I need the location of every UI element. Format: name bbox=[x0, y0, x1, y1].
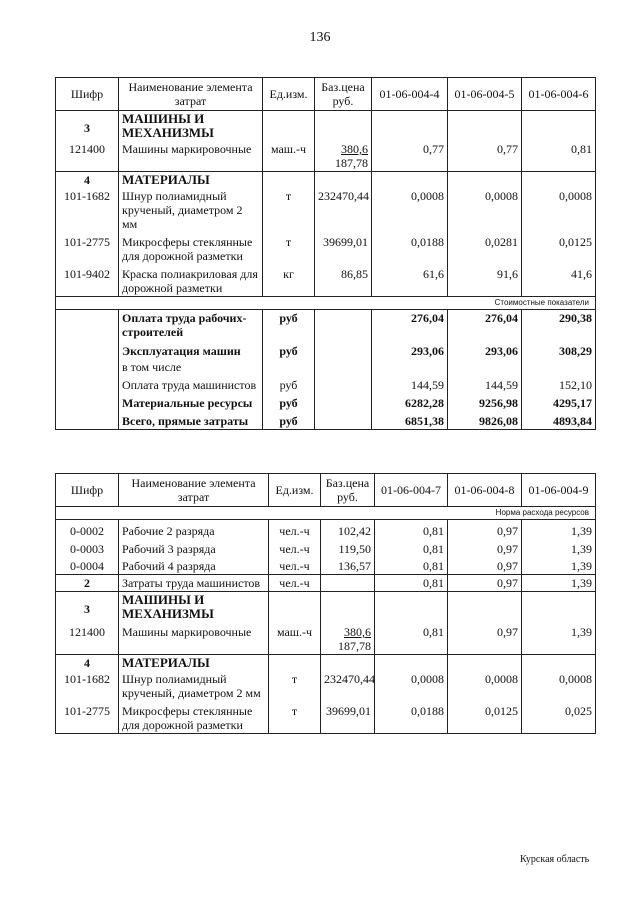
cell-value: 0,81 bbox=[375, 622, 448, 655]
section-row bbox=[56, 111, 596, 142]
table-row bbox=[56, 539, 596, 557]
cell-price: 86,85 bbox=[315, 264, 372, 297]
cell-unit: т bbox=[269, 671, 321, 701]
cell-price: 39699,01 bbox=[315, 232, 372, 264]
table-row bbox=[56, 188, 596, 232]
summary-value: 9256,98 bbox=[448, 393, 522, 411]
cell-price: 136,57 bbox=[321, 557, 375, 575]
summary-value: 4295,17 bbox=[522, 393, 596, 411]
summary-value: 152,10 bbox=[522, 375, 596, 393]
cell-price: 102,42 bbox=[321, 520, 375, 540]
cell-value: 1,39 bbox=[522, 539, 596, 557]
subheader-row bbox=[56, 507, 596, 520]
col-header: 01-06-004-4 bbox=[372, 78, 448, 111]
subheader-row bbox=[56, 297, 596, 310]
summary-row bbox=[56, 411, 596, 430]
table-row bbox=[56, 622, 596, 655]
table-row bbox=[56, 701, 596, 734]
cell-value: 0,0188 bbox=[372, 232, 448, 264]
section-code: 3 bbox=[56, 592, 119, 623]
summary-unit: руб bbox=[263, 393, 315, 411]
cell-price: 39699,01 bbox=[321, 701, 375, 734]
section-title: МАТЕРИАЛЫ bbox=[119, 655, 269, 672]
subheader-text: Стоимостные показатели bbox=[56, 297, 596, 310]
cell-price: 232470,44 bbox=[315, 188, 372, 232]
cell-code: 101-1682 bbox=[56, 671, 119, 701]
col-header: 01-06-004-9 bbox=[522, 474, 596, 507]
col-header: 01-06-004-8 bbox=[448, 474, 522, 507]
price-line-2: 187,78 bbox=[338, 639, 371, 653]
cell-value: 0,97 bbox=[448, 520, 522, 540]
section-title: МАШИНЫ И МЕХАНИЗМЫ bbox=[119, 592, 269, 623]
cell-name: Машины маркировочные bbox=[119, 141, 263, 172]
cell-unit: маш.-ч bbox=[263, 141, 315, 172]
summary-value: 276,04 bbox=[448, 310, 522, 341]
cell-value: 0,0125 bbox=[522, 232, 596, 264]
cell-value: 0,97 bbox=[448, 557, 522, 575]
summary-value: 9826,08 bbox=[448, 411, 522, 430]
col-header: Наименование элемента затрат bbox=[119, 78, 263, 111]
cell-code: 121400 bbox=[56, 622, 119, 655]
cell-unit: т bbox=[263, 232, 315, 264]
col-header: Баз.цена руб. bbox=[315, 78, 372, 111]
cell-code: 0-0003 bbox=[56, 539, 119, 557]
cell-unit: маш.-ч bbox=[269, 622, 321, 655]
cell-value: 0,0281 bbox=[448, 232, 522, 264]
cell-value: 0,0008 bbox=[448, 671, 522, 701]
cell-value: 0,97 bbox=[448, 575, 522, 592]
cell-price: 232470,44 bbox=[321, 671, 375, 701]
price-line-2: 187,78 bbox=[335, 156, 368, 170]
cell-name: Микросферы стеклянные для дорожной разметки bbox=[119, 232, 263, 264]
summary-value: 144,59 bbox=[448, 375, 522, 393]
col-header: Наименование элемента затрат bbox=[119, 474, 269, 507]
cell-value: 0,81 bbox=[522, 141, 596, 172]
section-code: 3 bbox=[56, 111, 119, 142]
cell-value: 0,81 bbox=[375, 539, 448, 557]
summary-row bbox=[56, 375, 596, 393]
cell-value: 0,0008 bbox=[375, 671, 448, 701]
cell-value: 0,0008 bbox=[522, 671, 596, 701]
cell-value: 0,0188 bbox=[375, 701, 448, 734]
cell-code: 121400 bbox=[56, 141, 119, 172]
table-row bbox=[56, 232, 596, 264]
summary-name: Всего, прямые затраты bbox=[119, 411, 263, 430]
summary-unit: руб bbox=[263, 340, 315, 359]
cell-value: 41,6 bbox=[522, 264, 596, 297]
cell-code: 0-0002 bbox=[56, 520, 119, 540]
cell-unit: кг bbox=[263, 264, 315, 297]
cell-unit: чел.-ч bbox=[269, 557, 321, 575]
section-row bbox=[56, 655, 596, 672]
cell-value: 1,39 bbox=[522, 622, 596, 655]
summary-value: 6851,38 bbox=[372, 411, 448, 430]
col-header: 01-06-004-5 bbox=[448, 78, 522, 111]
col-header: Ед.изм. bbox=[263, 78, 315, 111]
summary-value: 293,06 bbox=[372, 340, 448, 359]
price-line-1: 380,6 bbox=[341, 142, 368, 156]
cell-name: Шнур полиамидный крученый, диаметром 2 мм bbox=[119, 671, 269, 701]
col-header: 01-06-004-6 bbox=[522, 78, 596, 111]
cell-code: 101-1682 bbox=[56, 188, 119, 232]
cell-unit: чел.-ч bbox=[269, 539, 321, 557]
summary-unit: руб bbox=[263, 310, 315, 341]
cell-name: Шнур полиамидный крученый, диаметром 2 мм bbox=[119, 188, 263, 232]
cell-value: 0,81 bbox=[375, 575, 448, 592]
subheader-text: Норма расхода ресурсов bbox=[56, 507, 596, 520]
summary-name: Оплата труда машинистов bbox=[119, 375, 263, 393]
summary-value: 290,38 bbox=[522, 310, 596, 341]
table-row bbox=[56, 557, 596, 575]
section-row bbox=[56, 592, 596, 623]
cell-value: 1,39 bbox=[522, 520, 596, 540]
cell-value: 61,6 bbox=[372, 264, 448, 297]
summary-value: 308,29 bbox=[522, 340, 596, 359]
section-row bbox=[56, 172, 596, 189]
cell-name: Рабочие 2 разряда bbox=[119, 520, 269, 540]
section-title: МАТЕРИАЛЫ bbox=[119, 172, 263, 189]
cell-value: 0,77 bbox=[448, 141, 522, 172]
table-row bbox=[56, 671, 596, 701]
cell-value: 0,97 bbox=[448, 539, 522, 557]
summary-name: Оплата труда рабочих-строителей bbox=[119, 310, 263, 341]
cell-value: 0,81 bbox=[375, 557, 448, 575]
summary-row bbox=[56, 393, 596, 411]
summary-value: 293,06 bbox=[448, 340, 522, 359]
cell-value: 0,0008 bbox=[448, 188, 522, 232]
cell-value: 0,0125 bbox=[448, 701, 522, 734]
cell-name: Микросферы стеклянные для дорожной разметки bbox=[119, 701, 269, 734]
cell-value: 0,0008 bbox=[372, 188, 448, 232]
cell-code: 101-2775 bbox=[56, 701, 119, 734]
page-number: 136 bbox=[309, 30, 331, 45]
cell-value: 0,81 bbox=[375, 520, 448, 540]
summary-name: Эксплуатация машин bbox=[119, 340, 263, 359]
cell-name: Рабочий 4 разряда bbox=[119, 557, 269, 575]
col-header: Ед.изм. bbox=[269, 474, 321, 507]
summary-value: 276,04 bbox=[372, 310, 448, 341]
col-header: 01-06-004-7 bbox=[375, 474, 448, 507]
cell-value: 1,39 bbox=[522, 557, 596, 575]
col-header: Баз.цена руб. bbox=[321, 474, 375, 507]
resource-table-2 bbox=[55, 473, 596, 734]
cell-price bbox=[321, 622, 375, 655]
summary-row bbox=[56, 359, 596, 375]
cell-name: Затраты труда машинистов bbox=[119, 575, 269, 592]
cell-name: Рабочий 3 разряда bbox=[119, 539, 269, 557]
section-code: 4 bbox=[56, 172, 119, 189]
resource-table-1 bbox=[55, 77, 596, 430]
cell-price: 119,50 bbox=[321, 539, 375, 557]
summary-row bbox=[56, 340, 596, 359]
cell-value: 91,6 bbox=[448, 264, 522, 297]
section-code: 2 bbox=[56, 575, 119, 592]
summary-value: 4893,84 bbox=[522, 411, 596, 430]
cell-value: 0,97 bbox=[448, 622, 522, 655]
page-footer: Курская область bbox=[520, 854, 590, 865]
summary-unit: руб bbox=[263, 375, 315, 393]
summary-name: Материальные ресурсы bbox=[119, 393, 263, 411]
table-row bbox=[56, 141, 596, 172]
table-row bbox=[56, 264, 596, 297]
cell-unit: чел.-ч bbox=[269, 520, 321, 540]
cell-value: 0,0008 bbox=[522, 188, 596, 232]
col-header: Шифр bbox=[56, 474, 119, 507]
cell-name: Машины маркировочные bbox=[119, 622, 269, 655]
summary-name: в том числе bbox=[119, 359, 263, 375]
section-row bbox=[56, 575, 596, 592]
cell-unit: чел.-ч bbox=[269, 575, 321, 592]
cell-price bbox=[315, 141, 372, 172]
cell-code: 101-2775 bbox=[56, 232, 119, 264]
table-header bbox=[56, 78, 596, 111]
price-line-1: 380,6 bbox=[344, 625, 371, 639]
summary-row bbox=[56, 310, 596, 341]
cell-value: 0,77 bbox=[372, 141, 448, 172]
cell-value: 1,39 bbox=[522, 575, 596, 592]
cell-code: 0-0004 bbox=[56, 557, 119, 575]
cell-name: Краска полиакриловая для дорожной разметки bbox=[119, 264, 263, 297]
cell-unit: т bbox=[269, 701, 321, 734]
col-header: Шифр bbox=[56, 78, 119, 111]
section-title: МАШИНЫ И МЕХАНИЗМЫ bbox=[119, 111, 263, 142]
section-code: 4 bbox=[56, 655, 119, 672]
cell-unit: т bbox=[263, 188, 315, 232]
table-row bbox=[56, 520, 596, 540]
summary-unit: руб bbox=[263, 411, 315, 430]
cell-code: 101-9402 bbox=[56, 264, 119, 297]
summary-value: 144,59 bbox=[372, 375, 448, 393]
table-header bbox=[56, 474, 596, 507]
cell-value: 0,025 bbox=[522, 701, 596, 734]
summary-value: 6282,28 bbox=[372, 393, 448, 411]
